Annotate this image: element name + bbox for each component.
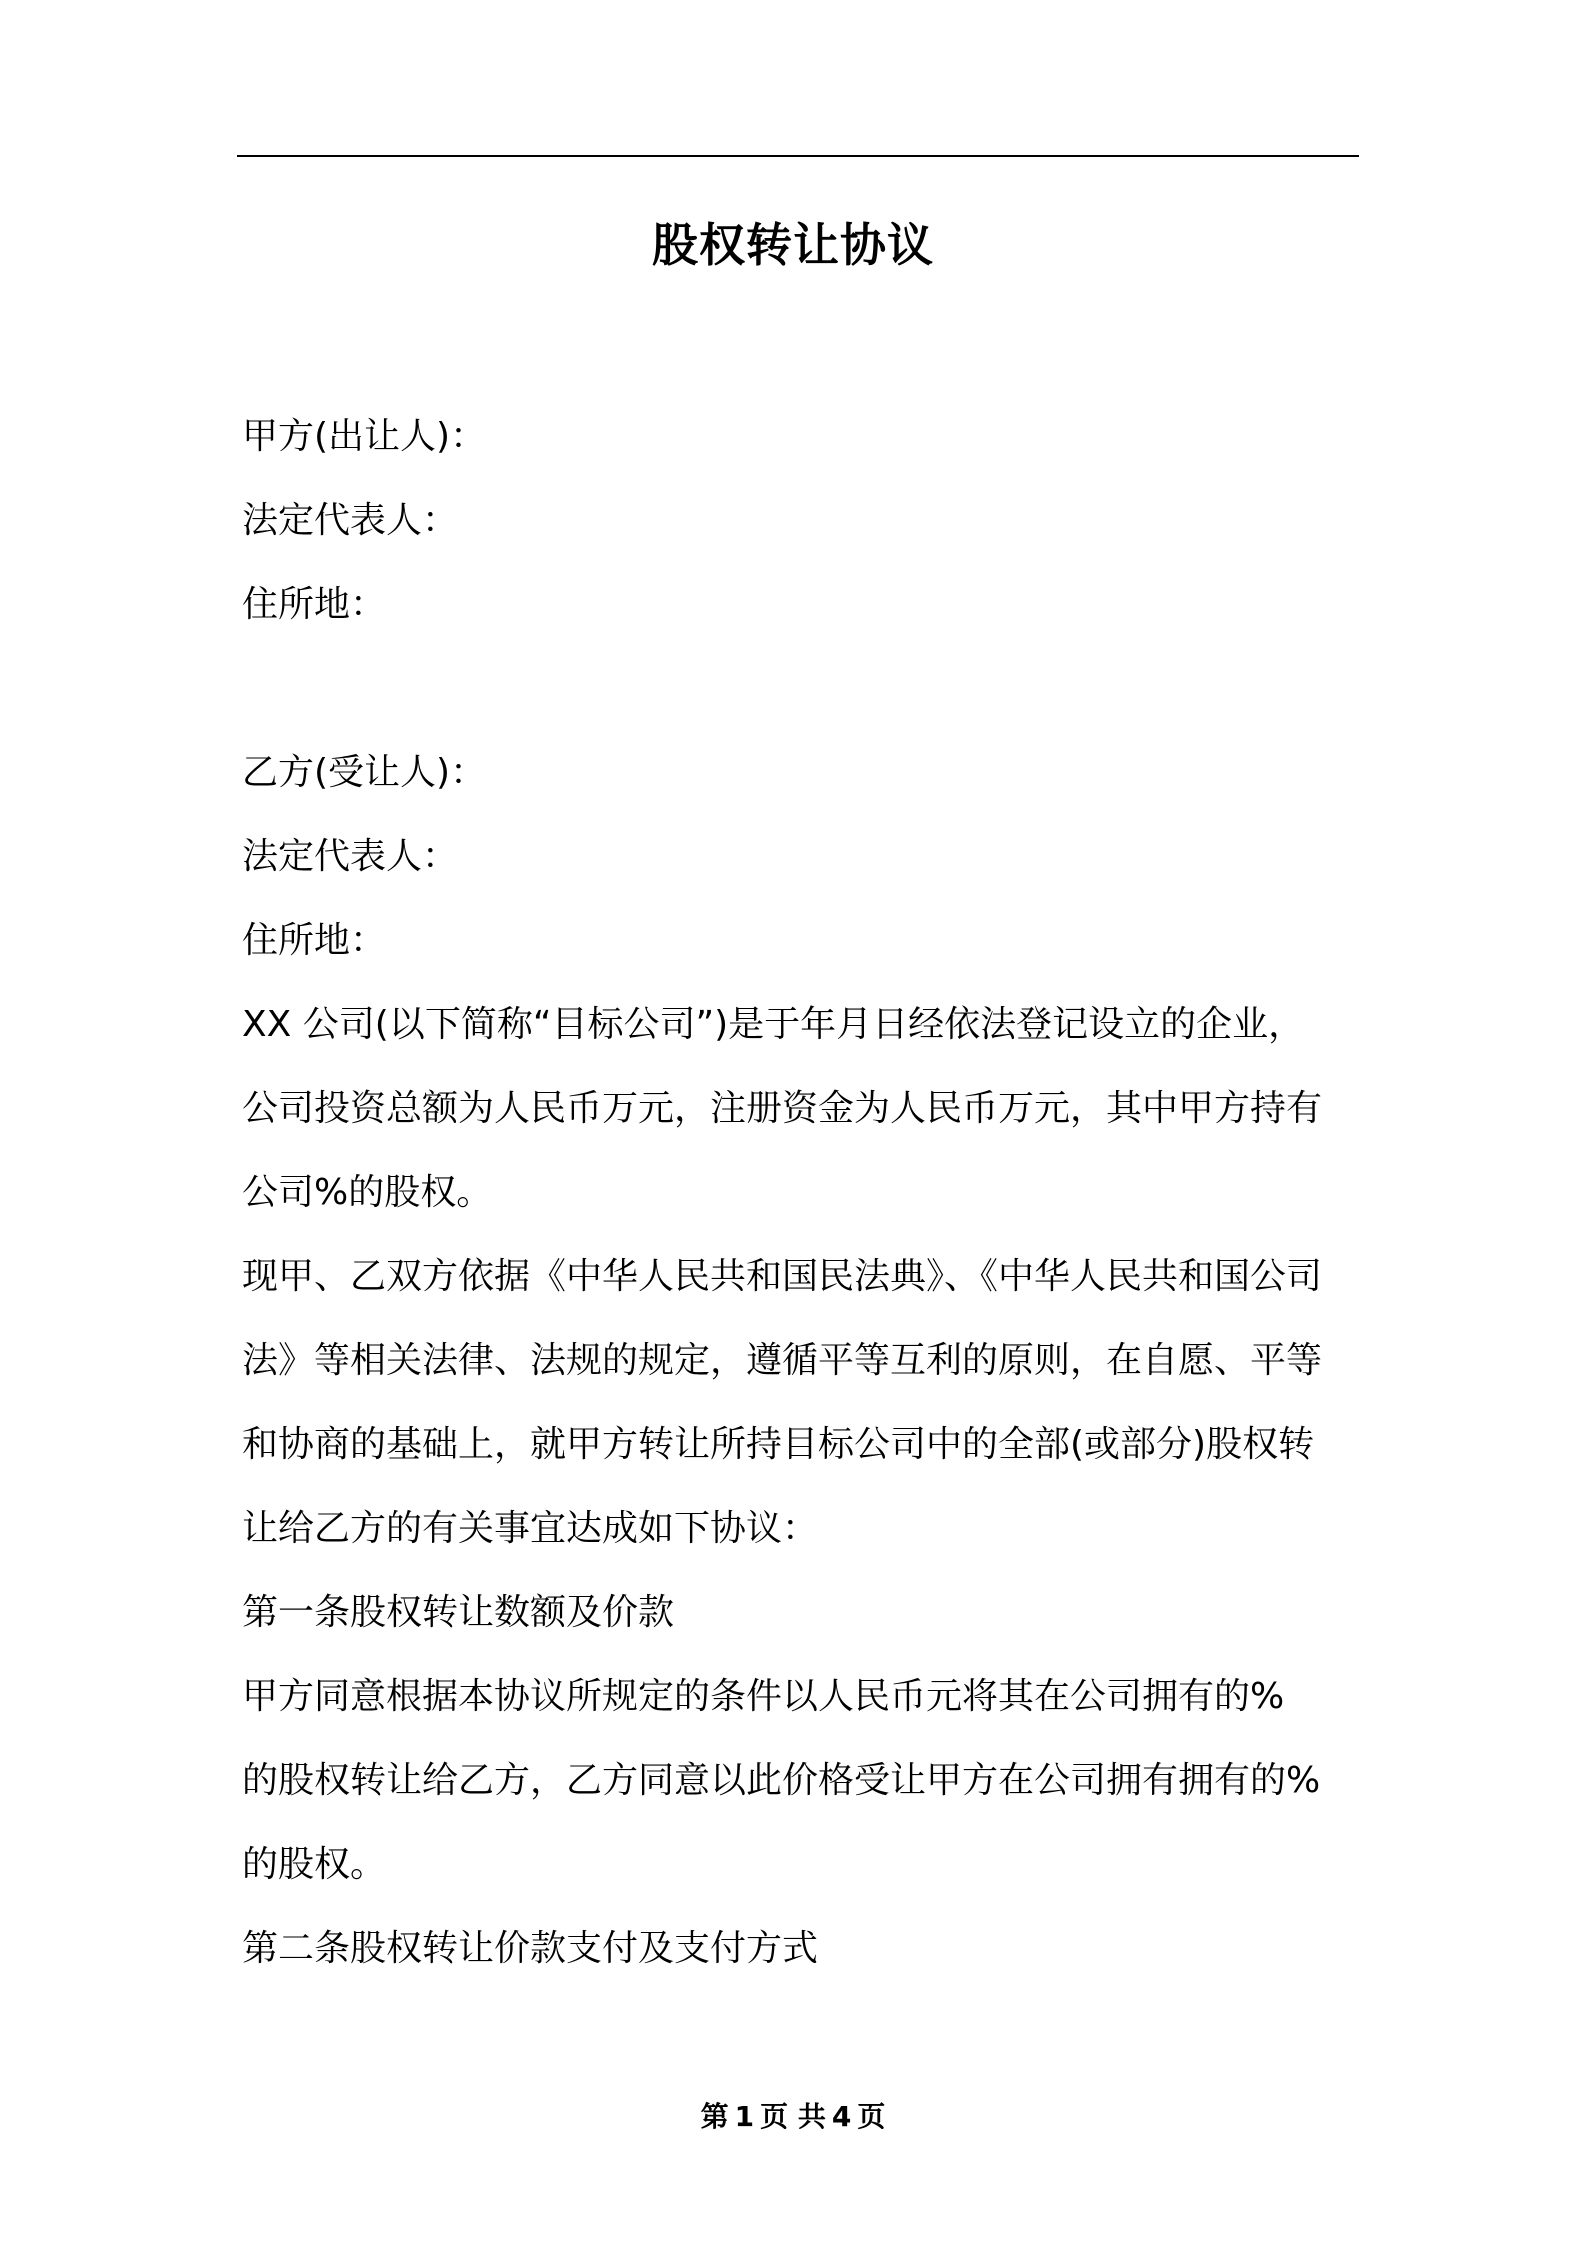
party-a-representative: 法定代表人：: [242, 500, 459, 541]
paragraph-line: 和协商的基础上，就甲方转让所持目标公司中的全部(或部分)股权转: [242, 1424, 1315, 1465]
party-b-representative: 法定代表人：: [242, 836, 459, 877]
paragraph-line: 现甲、乙双方依据《中华人民共和国民法典》、《中华人民共和国公司: [242, 1256, 1323, 1297]
party-b-label: 乙方(受让人)：: [242, 752, 487, 793]
document-title: 股权转让协议: [652, 218, 934, 272]
party-a-label: 甲方(出让人)：: [242, 416, 487, 457]
header-rule: [237, 155, 1359, 157]
footer-page-suffix: 页: [857, 2100, 886, 2133]
page-footer: [0, 2097, 1586, 2137]
party-a-address: 住所地：: [242, 584, 387, 625]
document-body: [242, 395, 1360, 1991]
paragraph-line: 法》等相关法律、法规的规定，遵循平等互利的原则，在自愿、平等: [242, 1340, 1323, 1381]
blank-line: [242, 647, 1360, 731]
party-b-address: 住所地：: [242, 920, 387, 961]
paragraph-line: XX 公司(以下简称“目标公司”)是于年月日经依法登记设立的企业，: [242, 1004, 1305, 1045]
footer-total-pages: 4: [831, 2100, 852, 2133]
article-2-heading: 第二条股权转让价款支付及支付方式: [242, 1928, 819, 1969]
footer-page-number: 1: [734, 2100, 755, 2133]
article-1-heading: 第一条股权转让数额及价款: [242, 1592, 675, 1633]
paragraph-line: 公司%的股权。: [242, 1172, 493, 1213]
paragraph-line: 让给乙方的有关事宜达成如下协议：: [242, 1508, 819, 1549]
paragraph-line: 公司投资总额为人民币万元，注册资金为人民币万元，其中甲方持有: [242, 1088, 1323, 1129]
article-1-line: 甲方同意根据本协议所规定的条件以人民币元将其在公司拥有的%: [242, 1676, 1285, 1717]
footer-page-mid: 页 共: [760, 2100, 826, 2133]
footer-page-prefix: 第: [700, 2100, 729, 2133]
article-1-line: 的股权转让给乙方，乙方同意以此价格受让甲方在公司拥有拥有的%: [242, 1760, 1321, 1801]
article-1-line: 的股权。: [242, 1844, 387, 1885]
